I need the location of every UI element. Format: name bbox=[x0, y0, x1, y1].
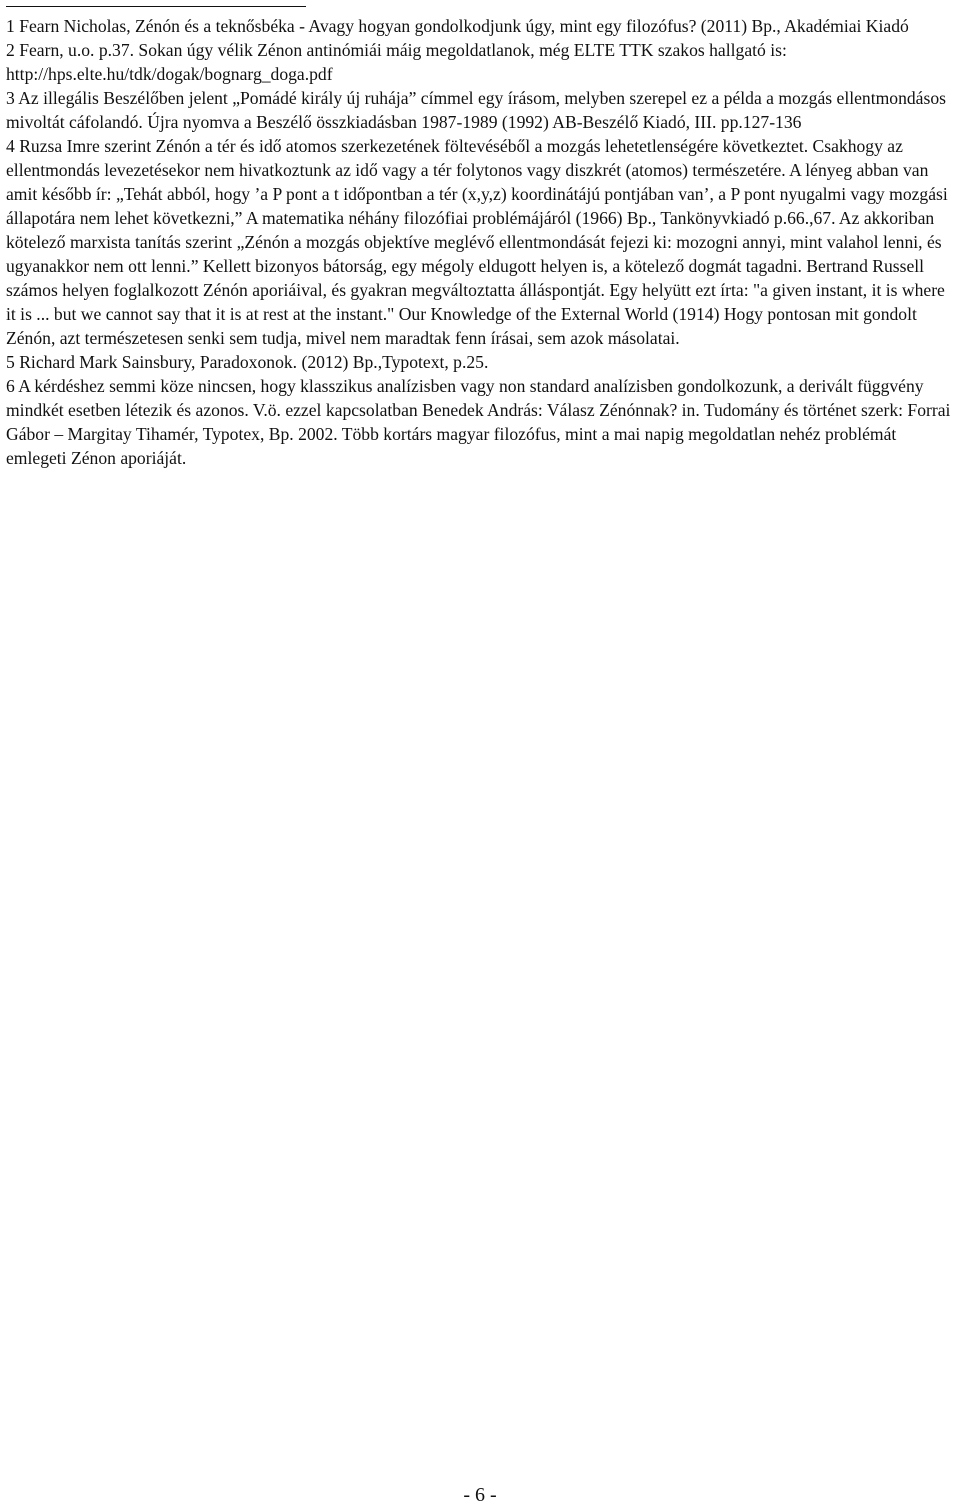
footnote-6: 6 A kérdéshez semmi köze nincsen, hogy klasszikus analízisben vagy non standard analízisben gondolkozunk, a derivált függvény mindkét esetben létezik és azonos. V.ö. ezzel kapcsolatban Benedek András: Válasz Zénónnak? in. Tudomány és történet szerk: Forrai Gábor – Margitay Tihamér, Typotex, Bp. 2002. Több kortárs magyar filozófus, mint a mai napig megoldatlan nehéz problémát emlegeti Zénon aporiáját. bbox=[6, 376, 951, 468]
footnote-1: 1 Fearn Nicholas, Zénón és a teknősbéka - Avagy hogyan gondolkodjunk úgy, mint egy filozófus? (2011) Bp., Akadémiai Kiadó bbox=[6, 16, 909, 36]
page-number: - 6 - bbox=[463, 1484, 497, 1506]
footnote-4: 4 Ruzsa Imre szerint Zénón a tér és idő atomos szerkezetének föltevéséből a mozgás lehetetlenségére következtet. Csakhogy az ellentmondás levezetésekor nem hivatkoztunk az idő vagy a tér folytonos vagy diszkrét (atomos) természetére. A lényeg abban van amit később ír: „Tehát abból, hogy ’a P pont a t időpontban a tér (x,y,z) koordinátájú pontjában van’, a P pont nyugalmi vagy mozgási állapotára nem lehet következni,” A matematika néhány filozófiai problémájáról (1966) Bp., Tankönyvkiadó p.66.,67. Az akkoriban kötelező marxista tanítás szerint „Zénón a mozgás objektíve meglévő ellentmondását fejezi ki: mozogni annyi, mint valahol lenni, és ugyanakkor nem ott lenni.” Kellett bizonyos bátorság, egy mégoly eldugott helyen is, a kötelező dogmát tagadni. Bertrand Russell számos helyen foglalkozott Zénón aporiáival, és gyakran megváltoztatta álláspontját. Egy helyütt ezt írta: "a given instant, it is where it is ... but we cannot say that it is at rest at the instant." Our Knowledge of the External World (1914) Hogy pontosan mit gondolt Zénón, azt természetesen senki sem tudja, mivel nem maradtak fenn írásai, sem azok másolatai. bbox=[6, 136, 948, 348]
footnotes-section bbox=[6, 14, 952, 470]
footnote-5: 5 Richard Mark Sainsbury, Paradoxonok. (2012) Bp.,Typotext, p.25. bbox=[6, 352, 489, 372]
footnote-2: 2 Fearn, u.o. p.37. Sokan úgy vélik Zénon antinómiái máig megoldatlanok, még ELTE TTK szakos hallgató is: http://hps.elte.hu/tdk/dogak/bognarg_doga.pdf bbox=[6, 40, 787, 84]
footnote-separator bbox=[6, 6, 306, 7]
footnote-3: 3 Az illegális Beszélőben jelent „Pomádé király új ruhája” címmel egy írásom, melyben szerepel ez a példa a mozgás ellentmondásos mivoltát cáfolandó. Újra nyomva a Beszélő összkiadásban 1987-1989 (1992) AB-Beszélő Kiadó, III. pp.127-136 bbox=[6, 88, 946, 132]
